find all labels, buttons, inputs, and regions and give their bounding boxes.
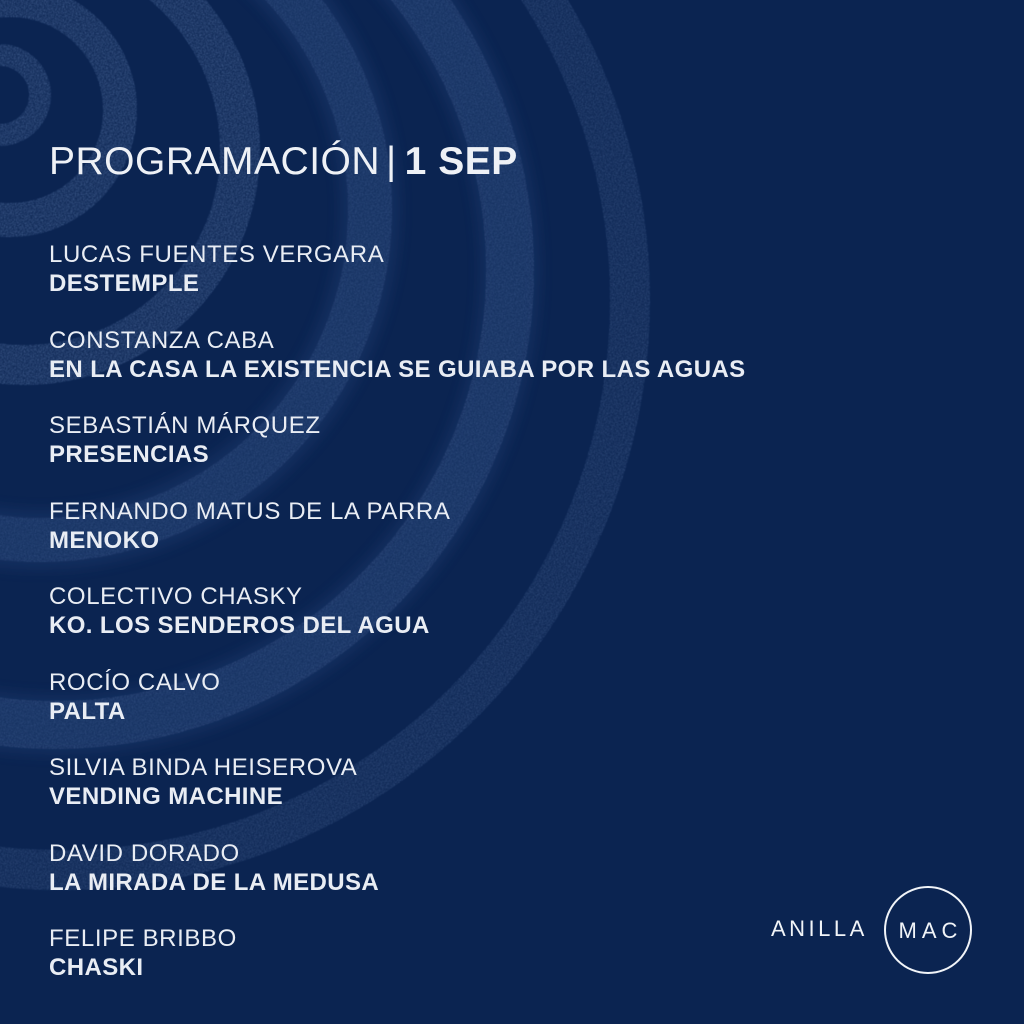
- artist-name: LUCAS FUENTES VERGARA: [49, 241, 385, 268]
- artist-name: SEBASTIÁN MÁRQUEZ: [49, 412, 321, 439]
- artist-name: FELIPE BRIBBO: [49, 925, 237, 952]
- work-title: VENDING MACHINE: [49, 783, 284, 810]
- artist-name: CONSTANZA CABA: [49, 326, 275, 354]
- program-entry: [49, 240, 746, 326]
- logo-ring: [884, 886, 972, 974]
- title-separator: |: [386, 140, 397, 183]
- logo-anilla-text: ANILLA: [771, 916, 868, 941]
- program-entry: [49, 668, 746, 754]
- program-entry: [49, 582, 746, 668]
- work-title: CHASKI: [49, 954, 144, 981]
- anilla-mac-logo: [771, 886, 981, 978]
- program-entry: [49, 326, 746, 412]
- page-title: [49, 140, 518, 184]
- artist-name: DAVID DORADO: [49, 839, 240, 867]
- work-title: KO. LOS SENDEROS DEL AGUA: [49, 612, 430, 639]
- work-title: DESTEMPLE: [49, 270, 200, 297]
- artist-name: ROCÍO CALVO: [49, 668, 221, 696]
- work-title: MENOKO: [49, 526, 160, 554]
- program-entry: [49, 924, 746, 1010]
- program-entry: [49, 497, 746, 583]
- logo-mac-text: MAC: [898, 918, 963, 943]
- artist-name: SILVIA BINDA HEISEROVA: [49, 754, 358, 781]
- work-title: PRESENCIAS: [49, 441, 210, 468]
- program-list: [49, 240, 746, 1010]
- work-title: EN LA CASA LA EXISTENCIA SE GUIABA POR LAS AGUAS: [49, 355, 746, 383]
- program-entry: [49, 839, 746, 925]
- title-date: 1 SEP: [404, 140, 518, 183]
- title-label: PROGRAMACIÓN: [49, 140, 381, 183]
- program-entry: [49, 753, 746, 839]
- work-title: LA MIRADA DE LA MEDUSA: [49, 868, 380, 896]
- artist-name: COLECTIVO CHASKY: [49, 583, 303, 610]
- program-entry: [49, 411, 746, 497]
- work-title: PALTA: [49, 697, 126, 725]
- artist-name: FERNANDO MATUS DE LA PARRA: [49, 497, 451, 525]
